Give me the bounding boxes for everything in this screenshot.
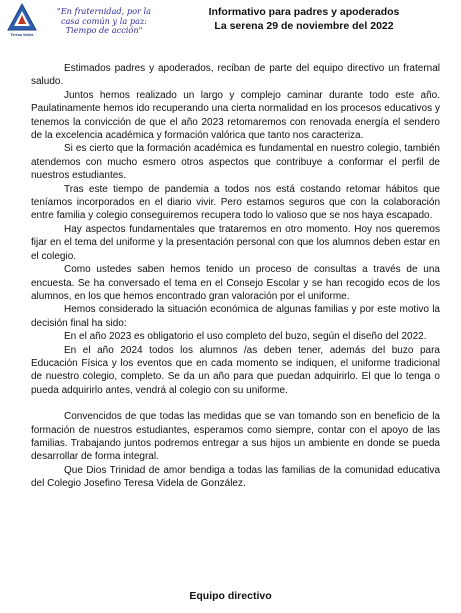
paragraph: Si es cierto que la formación académica es fundamental en nuestro colegio, también atendemos con mucho esmero otros aspectos que contribuye a conformar el perfil de nuestros estudiantes. bbox=[31, 143, 440, 182]
logo-text: Teresa Videla bbox=[10, 33, 34, 37]
decision-2024: En el año 2024 todos los alumnos /as deben tener, además del buzo para Educación Física y los eventos que en cada momento se indiquen, el uniforme tradicional de nuestro colegio, completo. Se da un año para que puedan adquirirlo. El que lo tenga o pueda adquirirlo antes, vendrá al colegio con su uniforme. bbox=[31, 344, 440, 396]
paragraph: Como ustedes saben hemos tenido un proceso de consultas a través de una encuesta. Se ha conversado el tema en el Consejo Escolar y se han recogido ecos de los alumnos, en los que hemos encontrado gran valoración por el uniforme. bbox=[31, 264, 440, 302]
decision-2023: En el año 2023 es obligatorio el uso completo del buzo, según el diseño del 2022. bbox=[64, 331, 427, 343]
school-motto bbox=[40, 7, 168, 36]
paragraph: Hemos considerado la situación económica de algunas familias y por este motivo la decisión final ha sido: bbox=[31, 304, 440, 329]
motto-line: "En fraternidad, por la bbox=[56, 6, 152, 16]
document-title: Informativo para padres y apoderados bbox=[208, 6, 400, 18]
closing-blessing: Que Dios Trinidad de amor bendiga a todas las familias de la comunidad educativa del Colegio Josefino Teresa Videla de González. bbox=[31, 464, 440, 490]
school-logo bbox=[6, 2, 38, 38]
paragraph: Tras este tiempo de pandemia a todos nos está costando retomar hábitos que teníamos incorporados en el diario vivir. Pero estamos seguros que con la colaboración entre familia y colegio conseguiremos recupera todo lo valioso que se nos haya escapado. bbox=[31, 183, 440, 222]
greeting-paragraph: Estimados padres y apoderados, reciban de parte del equipo directivo un fraternal saludo. bbox=[31, 63, 440, 88]
motto-line: casa común y la paz: bbox=[60, 15, 148, 26]
letter-body bbox=[31, 62, 440, 491]
document-date: La serena 29 de noviembre del 2022 bbox=[214, 20, 394, 32]
paragraph: Hay aspectos fundamentales que trataremos en otro momento. Hoy nos queremos fijar en el tema del uniforme y la presentación personal con que los alumnos deben estar en el colegio. bbox=[31, 223, 440, 262]
signature: Equipo directivo bbox=[189, 590, 272, 602]
motto-line: Tiempo de acción" bbox=[65, 25, 143, 35]
paragraph: Convencidos de que todas las medidas que se van tomando son en beneficio de la formación de nuestros estudiantes, esperamos como siempre, contar con el apoyo de las familias. Trabajando juntos podremos entregar a sus hijos un ambiente en donde se pueda desarrollar de forma integral. bbox=[31, 411, 440, 463]
paragraph: Juntos hemos realizado un largo y complejo caminar durante todo este año. Paulatinamente hemos ido recuperando una cierta normalidad en los procesos educativos y tenemos la convicción de que el año 2023 retomaremos con renovada energía el sendero de la excelencia académica y formación valórica que tanto nos caracteriza. bbox=[31, 89, 440, 142]
document-header bbox=[190, 5, 418, 33]
